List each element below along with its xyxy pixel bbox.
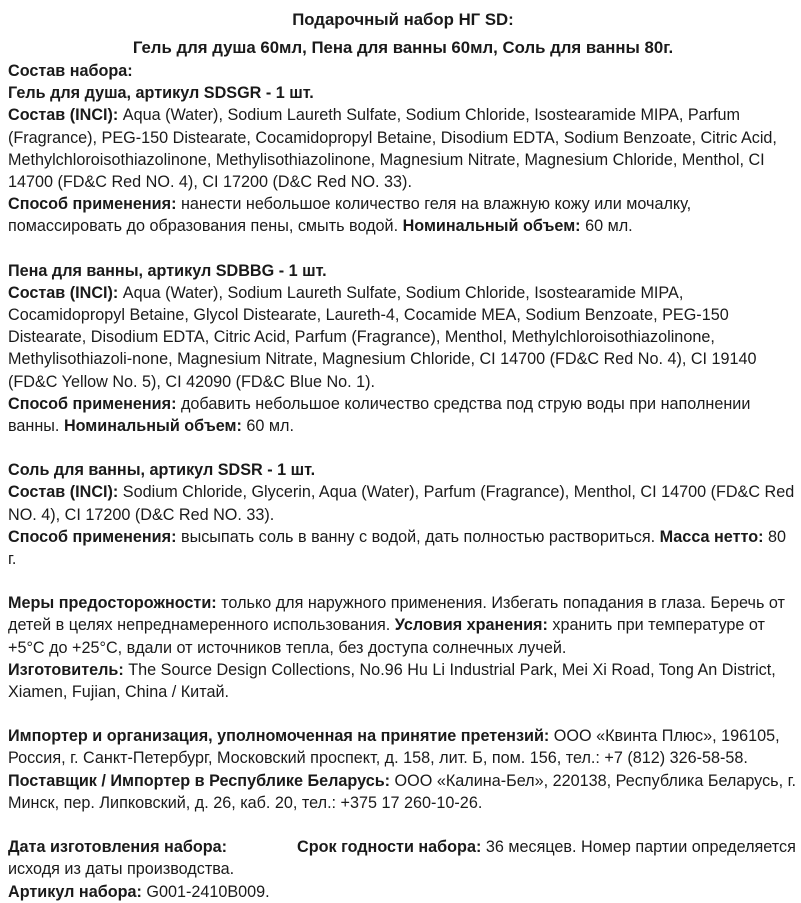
importer: Импортер и организация, уполномоченная на принятие претензий: ООО «Квинта Плюс», 196105, Россия, г. Санкт-Петербург, Московский проспект, д. 158, лит. Б, пом. 156, тел.: +7 (812) 326-58-58. [8, 727, 780, 768]
set-article: Артикул набора: G001-2410B009. [8, 882, 270, 901]
title-line-1: Подарочный набор НГ SD: [292, 10, 514, 29]
dates: Дата изготовления набора: Срок годности набора: 36 месяцев. Номер партии определяется исходя из даты производства. [8, 838, 796, 879]
gel-heading: Гель для душа, артикул SDSGR - 1 шт. [8, 84, 314, 103]
salt-usage: Способ применения: высыпать соль в ванну с водой, дать полностью раствориться. Масса нетто: 80 г. [8, 527, 787, 569]
foam-composition: Состав (INCI): Aqua (Water), Sodium Laureth Sulfate, Sodium Chloride, Isostearamide MIPA, Cocamidopropyl Betaine, Glycol Distearate, Laureth-4, Cocamide MEA, Sodium Benzoate, PEG-150 Distearate, Disodium EDTA, Citric Acid, Parfum (Fragrance), Menthol, Methylchloroisothiazolinone, Methylisothiazoli-none, Magnesium Nitrate, Magnesium Chloride, CI 14700 (FD&C Red No. 4), CI 19140 (FD&C Yellow No. 5), CI 42090 (FD&C Blue No. 1). [8, 283, 757, 391]
supplier: Поставщик / Импортер в Республике Беларусь: ООО «Калина-Бел», 220138, Республика Беларусь, г. Минск, пер. Липковский, д. 26, каб. 20, тел.: +375 17 260-10-26. [8, 771, 797, 812]
label-document [8, 0, 798, 903]
title-line-2: Гель для душа 60мл, Пена для ванны 60мл, Соль для ванны 80г. [132, 38, 674, 57]
precautions: Меры предосторожности: только для наружного применения. Избегать попадания в глаза. Беречь от детей в целях непреднамеренного использования. Условия хранения: хранить при температуре от +5°С до +25°С, вдали от источников тепла, без доступа солнечных лучей. [8, 594, 785, 657]
set-heading: Состав набора: [8, 62, 133, 80]
gel-composition: Состав (INCI): Aqua (Water), Sodium Laureth Sulfate, Sodium Chloride, Isostearamide MIPA, Parfum (Fragrance), PEG-150 Distearate, Cocamidopropyl Betaine, Disodium EDTA, Sodium Benzoate, Citric Acid, Methylchloroisothiazolinone, Methylisothiazolinone, Magnesium Nitrate, Magnesium Chloride, Menthol, CI 14700 (FD&C Red NO. 4), CI 17200 (D&C Red NO. 33). [8, 106, 777, 192]
foam-heading: Пена для ванны, артикул SDBBG - 1 шт. [8, 261, 327, 280]
salt-heading: Соль для ванны, артикул SDSR - 1 шт. [8, 461, 316, 480]
manufacturer: Изготовитель: The Source Design Collections, No.96 Hu Li Industrial Park, Mei Xi Road, Tong An District, Xiamen, Fujian, China / Китай. [8, 660, 776, 702]
foam-usage: Способ применения: добавить небольшое количество средства под струю воды при наполнении ванны. Номинальный объем: 60 мл. [8, 394, 751, 436]
gel-usage: Способ применения: нанести небольшое количество геля на влажную кожу или мочалку, помассировать до образования пены, смыть водой. Номинальный объем: 60 мл. [8, 195, 692, 236]
salt-composition: Состав (INCI): Sodium Chloride, Glycerin, Aqua (Water), Parfum (Fragrance), Menthol, CI 14700 (FD&C Red NO. 4), CI 17200 (D&C Red NO. 33). [8, 483, 795, 524]
